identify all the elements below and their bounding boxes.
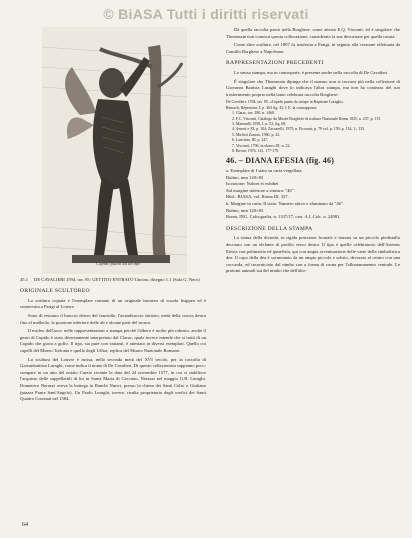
watermark: © BiASA Tutti i diritti riservati — [103, 6, 309, 22]
figure-label: Cupido punto da un'ape — [96, 261, 141, 267]
right-column — [226, 27, 400, 277]
note-line: Reinach, Répertoire, I, p. 363 fig. 45.1; E. la contrapposta: — [226, 105, 318, 110]
note-line: 1. Clarac, tav. 280, n. 1460. — [232, 111, 275, 116]
entry-line: Sul margine inferiore a sinistra: "46". — [226, 187, 295, 193]
entry-line: Bulino, mm 120×83 — [226, 174, 264, 180]
section-heading-original: ORIGINALE SCULTOREO — [20, 288, 90, 295]
entry-line: Bulino, mm 120×85. — [226, 207, 265, 213]
paragraph: Da quella raccolta passò nella Borghese, come attesta E.Q. Visconti, ed è singolare che Thomassin non conosca questa collocazione, considerato la sua devozione per quella casata. — [226, 27, 400, 39]
entry-heading: 46. – DIANA EFESIA (fig. 46) — [226, 156, 335, 166]
note-line: 7. Visconti, 1796, in elenco IX, n. 22. — [232, 143, 291, 148]
paragraph: La scultura copiata e l'esemplare romano di un originale bronzeo di scuola lisippea ed è conservata a Parigi al Louvre. — [20, 297, 206, 310]
note-line: 4. Aenesi e XI, p. 104; Zaccarelli, 1975, n. Ficoroni, p. 79 vol. p. 150: p. 134, 1.; 135. — [232, 127, 366, 132]
paragraph: La scultura del Louvre è incisa, nella seconda metà del XVI secolo, per la raccolta di Giovanbattista Luraghi, come indica il nome di De Cavalieri. Di questo collezionista sappiamo poco: compare in un atto del notaio Curzio recante la data del 24 novembre 1577, in cui si stabilisce l'acquisto delle suppellettili di lui in Santa Maria di Cacciato, Nerazzi nel maggio G.B. Luraghi. Domenico Nerazzi aveva la bottega in Banchi Nuovi, presso la chiesa dei Santi Celso e Giuliano (piazza Ponte Sant'Angelo). Un Paolo Luraghi, invece, risulta proprietario degli orefici dei Santi Quattro Coronati nel 1584. — [20, 356, 206, 402]
paragraph: È singolare che Thomassin dipinga che il marmo non si trovava più nella collezione di Giovanni Battista Luraghi dove lo indicava l'altra stampa, ma non ha contezza del suo trasferimento proprio nella tanto celebrata raccolta Borghese. — [226, 78, 400, 97]
note-line: 6. Lancinio, III, p. 247. — [232, 138, 269, 143]
left-column — [20, 27, 206, 405]
paragraph: La statua della divinità, in rigida posizione frontale e inusata su un piccolo piedistallo decorato con un elefante di profilo verso destra. Il tipo è quello celebratorio dell'Artemis Efesia con polimastìa ed ipmefisìa, qui con ampia accentuazione delle varie della simbolistica dea. Il capo della dea è sormontato da un ampio piccolo e sobrio, decorato al centro con una coccarda, ed incorniciato dal nimbo con a forma di corna per l'allontanamento centrale. Le protomi animali sui del nimbo che dell'alto- — [226, 235, 400, 274]
entry-line: a. Esemplare di I stato su carta vergellata. — [226, 168, 303, 173]
cupid-engraving-image — [42, 27, 187, 274]
note-line: 8. Bevan, 1976, 141, 177-179. — [232, 149, 280, 153]
note-line: 2. F.C. Visconti, Catalogo du Musée Borghèse di sculture Nazionale Roma 1825, n. 237, p. 115. — [232, 116, 382, 121]
section-heading-previous: RAPPRESENTAZIONI PRECEDENTI — [226, 60, 324, 67]
note-line: 5. Mirletti Zanoni, 1960, p. 22. — [232, 132, 281, 137]
entry-line: Iscrizione: Nohret et exhibet — [226, 181, 279, 187]
paragraph: La stessa stampa, ma in controparte, è presente anche nella raccolta di De Cavalieri. — [234, 69, 389, 75]
caption-number: 45.1 — [20, 277, 29, 282]
paragraph: Come altre sculture, nel 1807 fu trasferita a Parigi, in seguito alla cessione effettuata da Camillo Borghese a Napoleone. — [226, 42, 400, 54]
note-line: 3. Mansuelli 1958, I, n. 52, fig. 68. — [232, 121, 287, 126]
caption-text: DE CAVALIERI 1594, tav. 85: GETTITO ENTRATO Uncino, disegno 1.1 (Sala G. Nero) — [34, 277, 200, 282]
paragraph: Il nucleo dell'arco: nelle rappresentazioni a stampa perché l'albero è molto più robusto, anche il gesto di Cupido è stato diversamente interpretato dal Clarac, quale invece intende che si tratti di un Cupido che gioca a golfo. Il tipo, sia pure con varianti, è attestato in diversi esemplari. Quello coi capelli del Museo Torlonia e quello degli Uffizi, replica del Museo Nazionale Romano. — [20, 328, 206, 353]
entry-line: Bibl.: BIASA, vol. Roma III, 337. — [226, 194, 289, 200]
entry-line: Roma, ING. Calcografia, n. 1337/17, cart. A.I. Calc. n. 24981. — [226, 214, 341, 220]
entry-line: b. Margine in carta: II stato. Numero attivo e aluminato da "46". — [226, 200, 344, 206]
section-heading-description: DESCRIZIONE DELLA STAMPA — [226, 225, 313, 232]
note-line: De Cavalieri, 1594, tav. 85: «Cupido punto da un'ape in Baptistae Luraghi». — [226, 100, 345, 105]
page-number: 64 — [22, 522, 28, 528]
engraving-figure — [42, 27, 187, 274]
figure-caption — [20, 277, 206, 283]
paragraph: Sono di restauro il braccio destro del fanciullo, l'avambraccio sinistro, metà della coscia destra fino al malleolo, la porzione inferiore delle ali e alcune parti del tronco. — [20, 312, 206, 325]
